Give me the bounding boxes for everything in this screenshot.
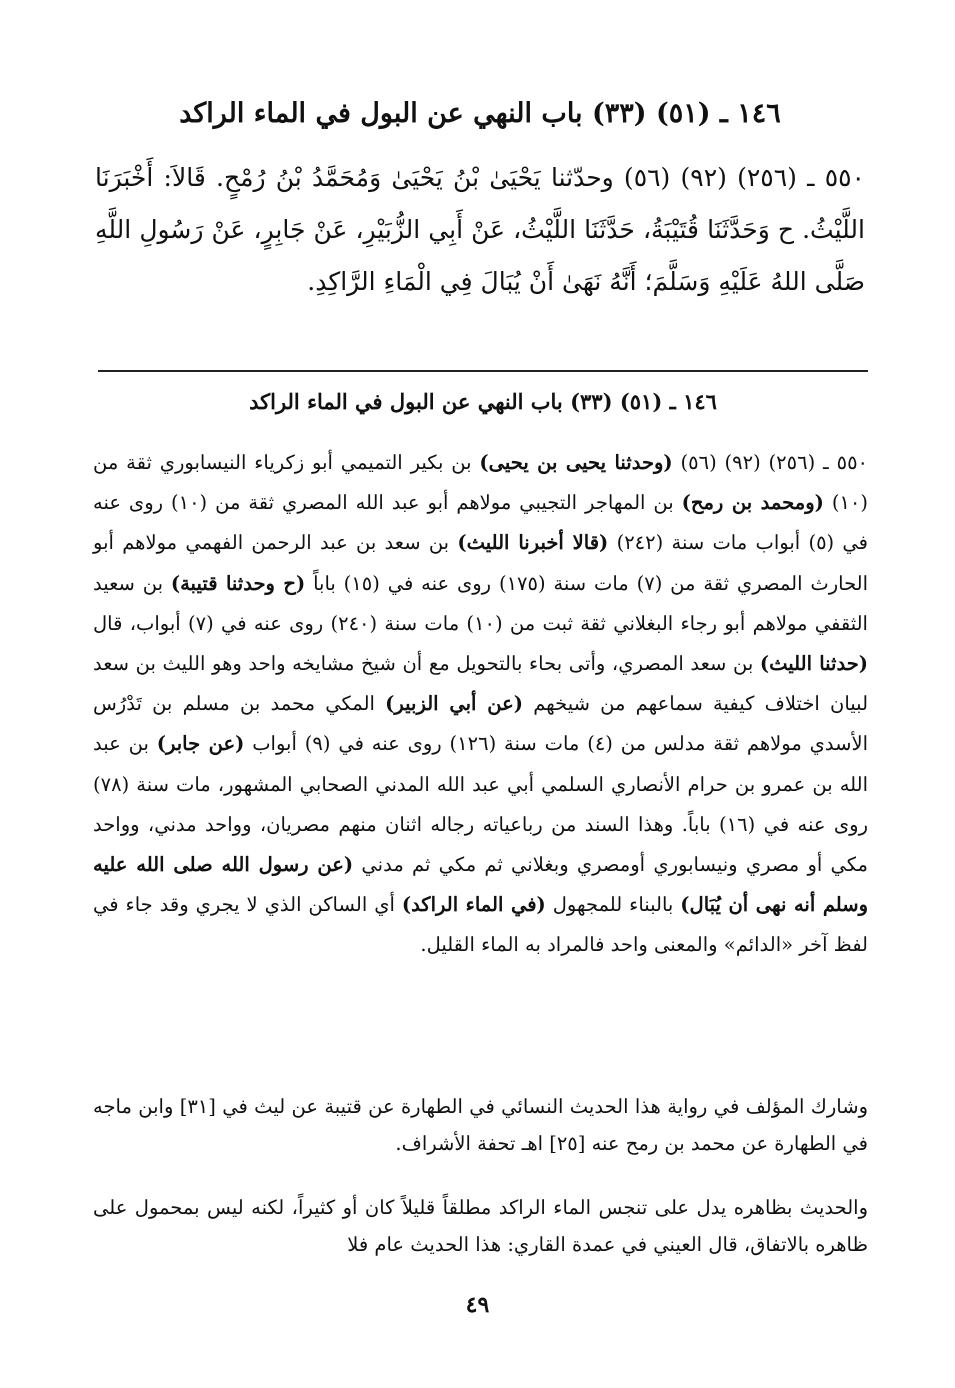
commentary-segment: بن سعيد الثقفي مولاهم أبو رجاء البغلاني ثقة ثبت من (١٠) مات سنة (٢٤٠) روى عنه في (٧) أبواب، قال [93,571,868,635]
commentary-segment: المكي محمد بن مسلم بن تَدْرُس الأسدي مولاهم ثقة مدلس من (٤) مات سنة (١٢٦) روى عنه في (٩) أبواب [93,692,869,756]
hadith-text: ٥٥٠ ـ (٢٥٦) (٩٢) (٥٦) وحدّثنا يَحْيَىٰ بْنُ يَحْيَىٰ وَمُحَمَّدُ بْنُ رُمْحٍ. قَالاَ: أَخْبَرَنَا اللَّيْثُ. ح وَحَدَّثَنَا قُتَيْبَةُ، حَدَّثَنَا اللَّيْثُ، عَنْ أَبِي الزُّبَيْرِ، عَنْ جَابِرٍ، عَنْ رَسُولِ اللَّهِ صَلَّى اللهُ عَلَيْهِ وَسَلَّمَ؛ أَنَّهُ نَهَىٰ أَنْ يُبَالَ فِي الْمَاءِ الرَّاكِدِ. [95,163,865,296]
commentary-segment: بن سعد بن عبد الرحمن الفهمي مولاهم أبو الحارث المصري ثقة من (٧) مات سنة (١٧٥) روى عنه في (١٥) باباً [93,531,869,595]
commentary-segment: أي الساكن الذي لا يجري وقد جاء في لفظ آخر «الدائم» والمعنى واحد فالمراد به الماء القليل. [93,893,868,957]
quoted-phrase: (ح وحدثنا قتيبة) [170,571,306,595]
quoted-phrase: (في الماء الراكد) [401,893,546,917]
commentary-paragraph [93,443,868,966]
commentary-segment: بن بكير التميمي أبو زكرياء النيسابوري ثقة من (١٠) [93,451,868,515]
quoted-phrase: (ومحمد بن رمح) [681,491,824,515]
commentary-segment: بن سعد المصري، وأتى بحاء بالتحويل مع أن شيخ مشايخه واحد وهو الليث بن سعد لبيان اختلاف كيفية سماعهم من شيخهم [93,652,869,716]
fiqh-paragraph [93,1189,868,1263]
commentary-heading: ١٤٦ ـ (٥١) (٣٣) باب النهي عن البول في الماء الراكد [249,389,717,414]
quoted-phrase: (وحدثنا يحيى بن يحيى) [479,451,673,474]
page-number: ٤٩ [465,1292,490,1318]
takhrij-paragraph [93,1088,868,1162]
quoted-phrase: (حدثنا الليث) [759,652,868,676]
quoted-phrase: (عن رسول الله صلى الله عليه وسلم أنه نهى أن يُبَال) [93,853,869,917]
takhrij-text: وشارك المؤلف في رواية هذا الحديث النسائي في الطهارة عن قتيبة عن ليث في [٣١] وابن ماجه في الطهارة عن محمد بن رمح عنه [٢٥] اهـ تحفة الأشراف. [93,1095,868,1155]
commentary-segment: بالبناء للمجهول [545,893,681,917]
quoted-phrase: (قالا أخبرنا الليث) [457,531,609,555]
fiqh-text: والحديث بظاهره يدل على تنجس الماء الراكد مطلقاً قليلاً كان أو كثيراً، لكنه ليس بمحمول على ظاهره بالاتفاق، قال العيني في عمدة القاري: هذا الحديث عام فلا [93,1196,868,1256]
commentary-segment: ٥٥٠ ـ (٢٥٦) (٩٢) (٥٦) [672,451,869,474]
commentary-segment: بن عبد الله بن عمرو بن حرام الأنصاري السلمي أبي عبد الله المدني الصحابي المشهور، مات سنة (٧٨) روى عنه في (١٦) باباً. وهذا السند من رباعياته رجاله اثنان منهم مصريان، وواحد مدني، وواحد مكي أو مصري ونيسابوري أومصري وبغلاني ثم مكي ثم مدني [93,732,869,877]
quoted-phrase: (عن أبي الزبير) [385,692,523,716]
chapter-heading: ١٤٦ ـ (٥١) (٣٣) باب النهي عن البول في الماء الراكد [179,98,781,129]
separator-line [98,370,868,372]
hadith-matn [95,152,865,308]
commentary-segment: بن المهاجر التجيبي مولاهم أبو عبد الله المصري ثقة من (١٠) روى عنه في (٥) أبواب مات سنة (٢٤٢) [93,491,869,555]
quoted-phrase: (عن جابر) [156,732,245,756]
commentary-text [93,443,868,966]
